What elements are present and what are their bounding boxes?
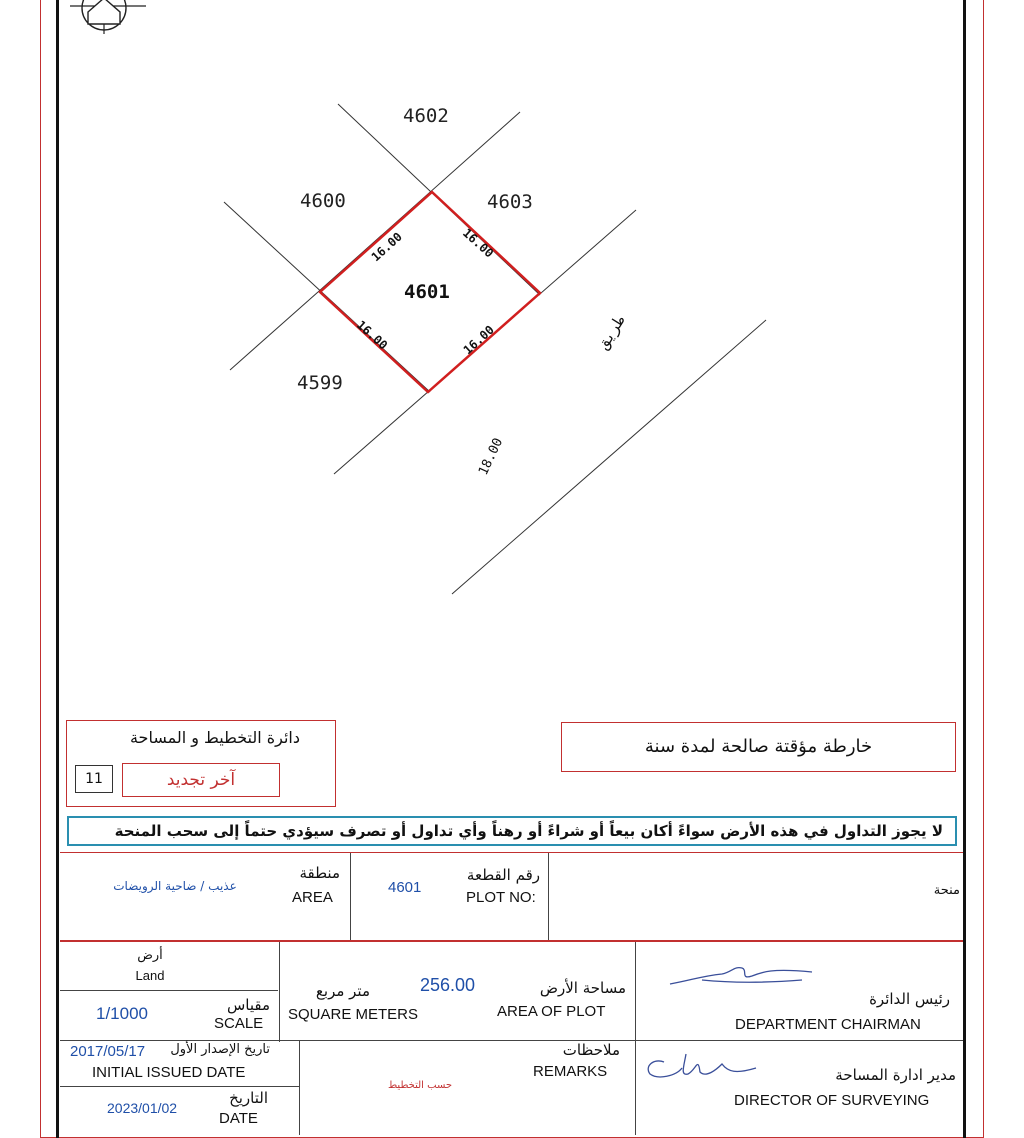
plot-number-north: 4602 <box>403 105 449 127</box>
dimension-top-left: 16.00 <box>368 229 405 265</box>
director-signature-icon <box>636 1048 766 1086</box>
renewal-count: 11 <box>75 765 113 793</box>
plot-no-label-en: PLOT NO: <box>466 889 536 906</box>
plot-area-label-ar: مساحة الأرض <box>539 979 626 997</box>
divider <box>635 1040 963 1041</box>
table-row-divider <box>60 940 963 942</box>
road-width-label: 18.00 <box>476 435 507 478</box>
chairman-signature-icon <box>662 962 822 992</box>
chairman-label-en: DEPARTMENT CHAIRMAN <box>735 1016 921 1033</box>
area-label-en: AREA <box>292 889 333 906</box>
unit-label-en: SQUARE METERS <box>288 1006 419 1023</box>
table-top-border <box>60 852 963 853</box>
plot-number-south-west: 4599 <box>297 372 343 394</box>
issued-date-label-en: INITIAL ISSUED DATE <box>92 1064 246 1081</box>
issued-date-label-ar: تاريخ الإصدار الأول <box>170 1042 270 1057</box>
remarks-label-ar: ملاحظات <box>562 1041 620 1059</box>
remarks-value: حسب التخطيط <box>387 1080 453 1091</box>
renewal-label: آخر تجديد <box>122 763 280 797</box>
divider <box>350 853 351 940</box>
road-label: طريق <box>594 311 629 353</box>
date-label-en: DATE <box>219 1110 258 1127</box>
issued-date-value: 2017/05/17 <box>70 1043 146 1060</box>
land-type-en: Land <box>135 968 165 983</box>
validity-note: خارطة مؤقتة صالحة لمدة سنة <box>561 722 956 772</box>
unit-label-ar: متر مربع <box>315 982 370 1000</box>
divider <box>60 990 278 991</box>
director-label-en: DIRECTOR OF SURVEYING <box>734 1092 930 1109</box>
boundary-line <box>230 292 318 370</box>
scale-value: 1/1000 <box>96 1004 148 1023</box>
warning-banner: لا يجوز التداول في هذه الأرض سواءً أكان بيعاً أو شراءً أو رهناً وأي تداول أو تصرف سيؤدي حتماً إلى سحب المنحة <box>67 816 957 846</box>
plot-no-value: 4601 <box>388 879 422 896</box>
land-type-ar: أرض <box>137 948 163 963</box>
area-value: عذيب / ضاحية الرويضات <box>113 879 237 893</box>
plot-area-label-en: AREA OF PLOT <box>497 1003 606 1020</box>
plot-no-label-ar: رقم القطعة <box>466 866 540 884</box>
date-label-ar: التاريخ <box>229 1089 268 1107</box>
dimension-bottom-right: 16.00 <box>460 322 497 358</box>
dimension-top-right: 16.00 <box>459 225 497 261</box>
date-value: 2023/01/02 <box>107 1100 178 1116</box>
plot-number-east: 4603 <box>487 191 533 213</box>
divider <box>635 942 636 1135</box>
plot-area-value: 256.00 <box>420 975 476 995</box>
divider <box>279 942 280 1042</box>
plot-number-west: 4600 <box>300 190 346 212</box>
scale-label-en: SCALE <box>214 1015 264 1032</box>
scale-label-ar: مقياس <box>226 996 270 1014</box>
area-label-ar: منطقة <box>299 864 340 882</box>
grant-label: منحة <box>933 883 960 898</box>
divider <box>299 1040 300 1135</box>
chairman-label-ar: رئيس الدائرة <box>869 990 950 1008</box>
director-label-ar: مدير ادارة المساحة <box>835 1066 956 1084</box>
dimension-bottom-left: 16.00 <box>353 317 391 353</box>
department-title: دائرة التخطيط و المساحة <box>129 728 300 747</box>
divider <box>548 853 549 940</box>
remarks-label-en: REMARKS <box>533 1063 608 1080</box>
divider <box>60 1086 300 1087</box>
plot-number-main: 4601 <box>404 281 450 303</box>
